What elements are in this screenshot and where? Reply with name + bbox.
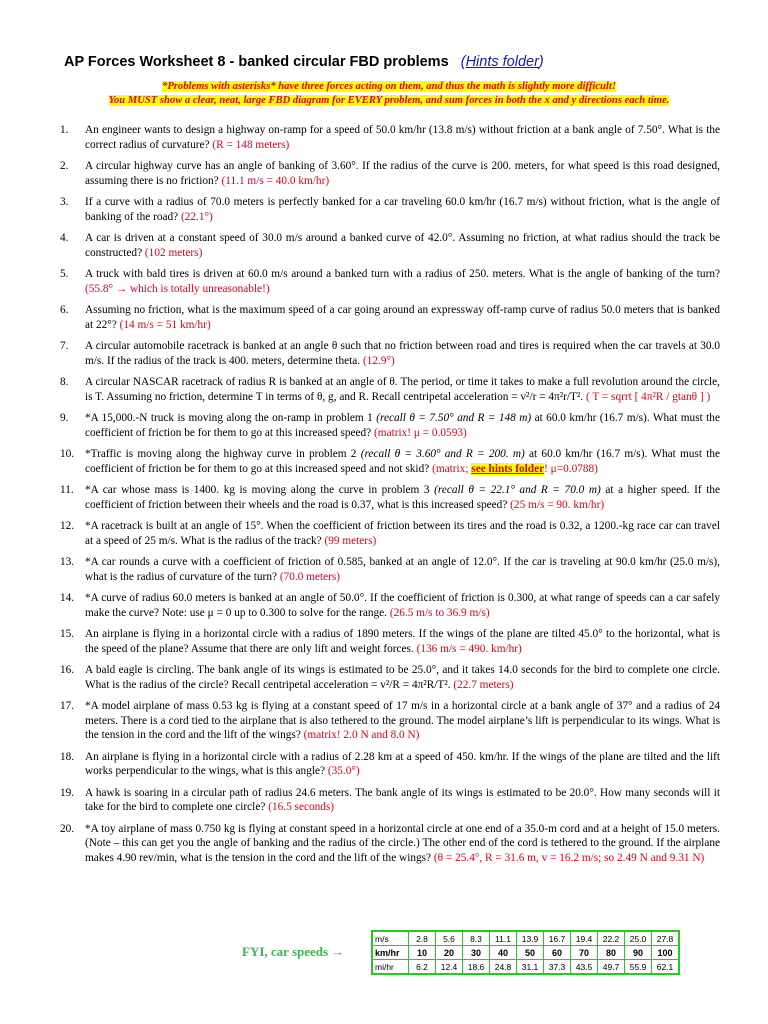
- problem-item: [60, 483, 720, 512]
- problem-number: 6.: [60, 304, 69, 316]
- fyi-label: FYI, car speeds →: [242, 944, 345, 959]
- problem-number: 11.: [60, 484, 74, 496]
- problem-number: 1.: [60, 124, 69, 136]
- hints-folder-ref[interactable]: see hints folder: [471, 462, 545, 475]
- problem-text: An airplane is flying in a horizontal circle with a radius of 1890 meters. If the wings of the plane are tilted 45.0° to the horizontal, what is the speed of the plane? Assume that there are only lift and weight forces.: [85, 628, 720, 655]
- problem-answer: (matrix! μ = 0.0593): [374, 426, 467, 439]
- title-text: AP Forces Worksheet 8 - banked circular FBD problems: [64, 54, 449, 70]
- problem-list: [60, 123, 720, 872]
- problem-text: A circular highway curve has an angle of banking of 3.60°. If the radius of the curve is 200. meters, for what speed is this road designed, assuming there is no friction?: [85, 160, 720, 187]
- problem-item: [60, 123, 720, 152]
- problem-answer: (θ = 25.4°, R = 31.6 m, v = 16.2 m/s; so 2.49 N and 9.31 N): [433, 851, 705, 864]
- problem-text: A bald eagle is circling. The bank angle of its wings is estimated to be 25.0°, and it takes 14.0 seconds for the bird to complete one circle. What is the radius of the circle? Recall centripetal acceleration = v²/R = 4π²R/T².: [85, 664, 720, 691]
- problem-answer: (22.1°): [181, 210, 213, 223]
- problem-number: 5.: [60, 268, 69, 280]
- problem-recall: (recall θ = 3.60° and R = 200. m): [360, 448, 525, 460]
- problem-item: [60, 750, 720, 779]
- problem-text: Assuming no friction, what is the maximum speed of a car going around an expressway off-ramp curve of radius 50.0 meters that is banked at 22°?: [85, 304, 720, 331]
- problem-item: [60, 519, 720, 548]
- problem-answer: (26.5 m/s to 36.9 m/s): [389, 606, 490, 619]
- problem-number: 18.: [60, 750, 75, 763]
- car-speeds-table: [371, 930, 680, 975]
- speeds-cell: 43.5: [571, 960, 598, 975]
- problem-text: *A curve of radius 60.0 meters is banked at an angle of 50.0°. If the coefficient of friction is 0.300, at what range of speeds can a car safely make the curve? Note: use μ = 0 up to 0.300 to solve for the range.: [85, 592, 720, 619]
- problem-answer: ( T = sqrrt [ 4π²R / gtanθ ] ): [585, 390, 711, 403]
- problem-number: 3.: [60, 196, 69, 208]
- hints-wrapper: (Hints folder): [460, 54, 544, 70]
- problem-text: A circular automobile racetrack is banked at an angle θ such that no friction between road and tires is required when the car travels at 30.0 m/s. If the radius of the track is 400. meters, determine theta.: [85, 340, 720, 367]
- speeds-cell: 62.1: [652, 960, 680, 975]
- problem-text: If a curve with a radius of 70.0 meters is perfectly banked for a car traveling 60.0 km/hr (16.7 m/s) without friction, what is the angle of banking of the road?: [85, 196, 720, 223]
- problem-item: [60, 159, 720, 188]
- problem-answer: (matrix! 2.0 N and 8.0 N): [303, 729, 420, 741]
- problem-answer: (99 meters): [324, 534, 377, 547]
- speeds-cell: 5.6: [436, 931, 463, 946]
- problem-text: at a higher speed. If the coefficient of friction between their wheels and the road is 0.37, what is this increased speed?: [85, 484, 721, 511]
- speeds-cell: 13.9: [517, 931, 544, 946]
- problem-item: [60, 591, 720, 620]
- problem-answer: (14 m/s = 51 km/hr): [119, 318, 211, 331]
- problem-recall: (recall θ = 22.1° and R = 70.0 m): [434, 484, 601, 496]
- problem-number: 14.: [60, 592, 75, 604]
- problem-item: [60, 267, 720, 296]
- speeds-cell: 20: [436, 946, 463, 960]
- problem-text: *A car rounds a curve with a coefficient of friction of 0.585, banked at an angle of 12.0°. If the car is traveling at 90.0 km/hr (25.0 m/s), what is the radius of curvature of the turn?: [85, 556, 720, 583]
- speeds-cell: 12.4: [436, 960, 463, 975]
- speeds-row: [372, 946, 679, 960]
- problem-text: A circular NASCAR racetrack of radius R is banked at an angle of θ. The period, or time it takes to make a full revolution around the circle, is T. Assuming no friction, determine T in terms of θ, g, and R. Recall centripetal acceleration = v²/r = 4π²r/T².: [85, 376, 720, 403]
- speeds-cell: 24.8: [490, 960, 517, 975]
- banner-line-2: You MUST show a clear, neat, large FBD diagram for EVERY problem, and sum forces in both the x and y directions each time.: [108, 95, 670, 106]
- speeds-cell: 31.1: [517, 960, 544, 975]
- problem-item: [60, 555, 720, 584]
- speeds-row-label: mi/hr: [372, 960, 409, 975]
- problem-text: An airplane is flying in a horizontal circle with a radius of 2.28 km at a speed of 450. km/hr. If the wings of the plane are tilted and the lift works perpendicular to the wings, what is this angle?: [85, 750, 720, 777]
- problem-number: 20.: [60, 822, 75, 835]
- problem-number: 9.: [60, 412, 69, 424]
- problem-answer: (matrix;: [432, 462, 472, 475]
- problem-text-pre: *A car whose mass is 1400. kg is moving along the curve in problem 3: [85, 484, 435, 496]
- problem-number: 8.: [60, 376, 69, 388]
- speeds-cell: 11.1: [490, 931, 517, 946]
- problem-answer: (35.0°): [327, 765, 360, 777]
- problem-number: 13.: [60, 556, 75, 568]
- problem-text: *A toy airplane of mass 0.750 kg is flying at constant speed in a horizontal circle at one end of a 35.0-m cord and at a height of 15.0 meters. (Note – this can get you the angle of banking and the radius of the circle.) The other end of the cord is tethered to the ground. If the airplane makes 4.90 rev/min, what is the tension in the cord and the lift of the wings?: [85, 822, 720, 864]
- problem-number: 7.: [60, 340, 69, 352]
- problem-text: A car is driven at a constant speed of 30.0 m/s around a banked curve of 42.0°. Assuming no friction, at what radius should the track be constructed?: [85, 232, 720, 259]
- problem-text: A truck with bald tires is driven at 60.0 m/s around a banked turn with a radius of 250. meters. What is the angle of banking of the turn?: [85, 268, 720, 280]
- problem-answer-end: ! μ=0.0788): [544, 462, 598, 475]
- speeds-cell: 10: [409, 946, 436, 960]
- problem-number: 16.: [60, 664, 75, 676]
- problem-answer: (70.0 meters): [279, 570, 341, 583]
- problem-item: [60, 339, 720, 368]
- problem-text: *A model airplane of mass 0.53 kg is flying at a constant speed of 17 m/s in a horizontal circle at a bank angle of 37° and a radius of 24 meters. There is a cord tied to the airplane that is also tethered to the ground. The model airplane’s lift is perpendicular to its wings. What is the tension in the cord and the lift of the wings?: [85, 700, 720, 741]
- problem-answer: (12.9°): [362, 354, 395, 367]
- problem-number: 15.: [60, 628, 75, 640]
- problem-text: at 60.0 km/hr (16.7 m/s). What must the coefficient of friction be for them to go at this increased speed?: [85, 412, 720, 439]
- speeds-cell: 55.9: [625, 960, 652, 975]
- speeds-cell: 30: [463, 946, 490, 960]
- speeds-row-label: km/hr: [372, 946, 409, 960]
- speeds-cell: 8.3: [463, 931, 490, 946]
- problem-answer: (16.5 seconds): [268, 801, 335, 813]
- problem-recall: (recall θ = 7.50° and R = 148 m): [376, 412, 532, 424]
- banner-line-1: *Problems with asterisks* have three forces acting on them, and thus the math is slightly more difficult!: [162, 81, 616, 92]
- speeds-cell: 60: [544, 946, 571, 960]
- speeds-cell: 100: [652, 946, 680, 960]
- speeds-cell: 49.7: [598, 960, 625, 975]
- problem-text: A hawk is soaring in a circular path of radius 24.6 meters. The bank angle of its wings is estimated to be 20.0°. How many seconds will it take for the bird to complete one circle?: [85, 786, 720, 813]
- speeds-cell: 27.8: [652, 931, 680, 946]
- problem-answer: (136 m/s = 490. km/hr): [416, 642, 522, 655]
- page-title: [64, 54, 544, 70]
- speeds-row-label: m/s: [372, 931, 409, 946]
- problem-number: 10.: [60, 448, 75, 460]
- speeds-cell: 2.8: [409, 931, 436, 946]
- problem-text: at 60.0 km/hr (16.7 m/s). What must the coefficient of friction be for them to go at this increased speed and not skid?: [85, 448, 720, 475]
- problem-item: [60, 627, 720, 656]
- problem-answer: (102 meters): [144, 246, 203, 259]
- problem-item: [60, 786, 720, 815]
- problem-item: [60, 231, 720, 260]
- problem-item: [60, 375, 720, 404]
- speeds-cell: 37.3: [544, 960, 571, 975]
- problem-number: 4.: [60, 232, 69, 244]
- problem-item: [60, 447, 720, 476]
- instructions-banner: [56, 80, 722, 108]
- problem-item: [60, 663, 720, 692]
- problem-item: [60, 699, 720, 743]
- problem-number: 2.: [60, 160, 69, 172]
- problem-item: [60, 822, 720, 866]
- speeds-cell: 16.7: [544, 931, 571, 946]
- problem-text: An engineer wants to design a highway on-ramp for a speed of 50.0 km/hr (13.8 m/s) without friction at a bank angle of 7.50°. What is the correct radius of curvature?: [85, 124, 720, 151]
- speeds-cell: 19.4: [571, 931, 598, 946]
- problem-text-pre: *Traffic is moving along the highway curve in problem 2: [85, 448, 361, 460]
- problem-item: [60, 195, 720, 224]
- speeds-cell: 40: [490, 946, 517, 960]
- problem-answer: (22.7 meters): [453, 678, 514, 691]
- speeds-cell: 70: [571, 946, 598, 960]
- speeds-cell: 50: [517, 946, 544, 960]
- speeds-cell: 25.0: [625, 931, 652, 946]
- speeds-cell: 90: [625, 946, 652, 960]
- problem-answer: (25 m/s = 90. km/hr): [510, 498, 605, 511]
- speeds-cell: 6.2: [409, 960, 436, 975]
- problem-item: [60, 411, 720, 440]
- problem-item: [60, 303, 720, 332]
- problem-answer: (R = 148 meters): [212, 138, 290, 151]
- speeds-cell: 18.6: [463, 960, 490, 975]
- problem-answer: (55.8° → which is totally unreasonable!): [85, 282, 270, 295]
- problem-answer: (11.1 m/s = 40.0 km/hr): [221, 174, 330, 187]
- speeds-row: [372, 960, 679, 975]
- problem-number: 19.: [60, 786, 75, 799]
- problem-number: 17.: [60, 700, 75, 712]
- hints-folder-link[interactable]: Hints folder: [465, 54, 539, 70]
- speeds-cell: 22.2: [598, 931, 625, 946]
- speeds-cell: 80: [598, 946, 625, 960]
- problem-number: 12.: [60, 520, 75, 532]
- speeds-row: [372, 931, 679, 946]
- problem-text-pre: *A 15,000.-N truck is moving along the on-ramp in problem 1: [85, 412, 377, 424]
- problem-text: *A racetrack is built at an angle of 15°. When the coefficient of friction between its tires and the road is 0.32, a 1200.-kg race car can travel at a speed of 25 m/s. What is the radius of the track?: [85, 520, 720, 547]
